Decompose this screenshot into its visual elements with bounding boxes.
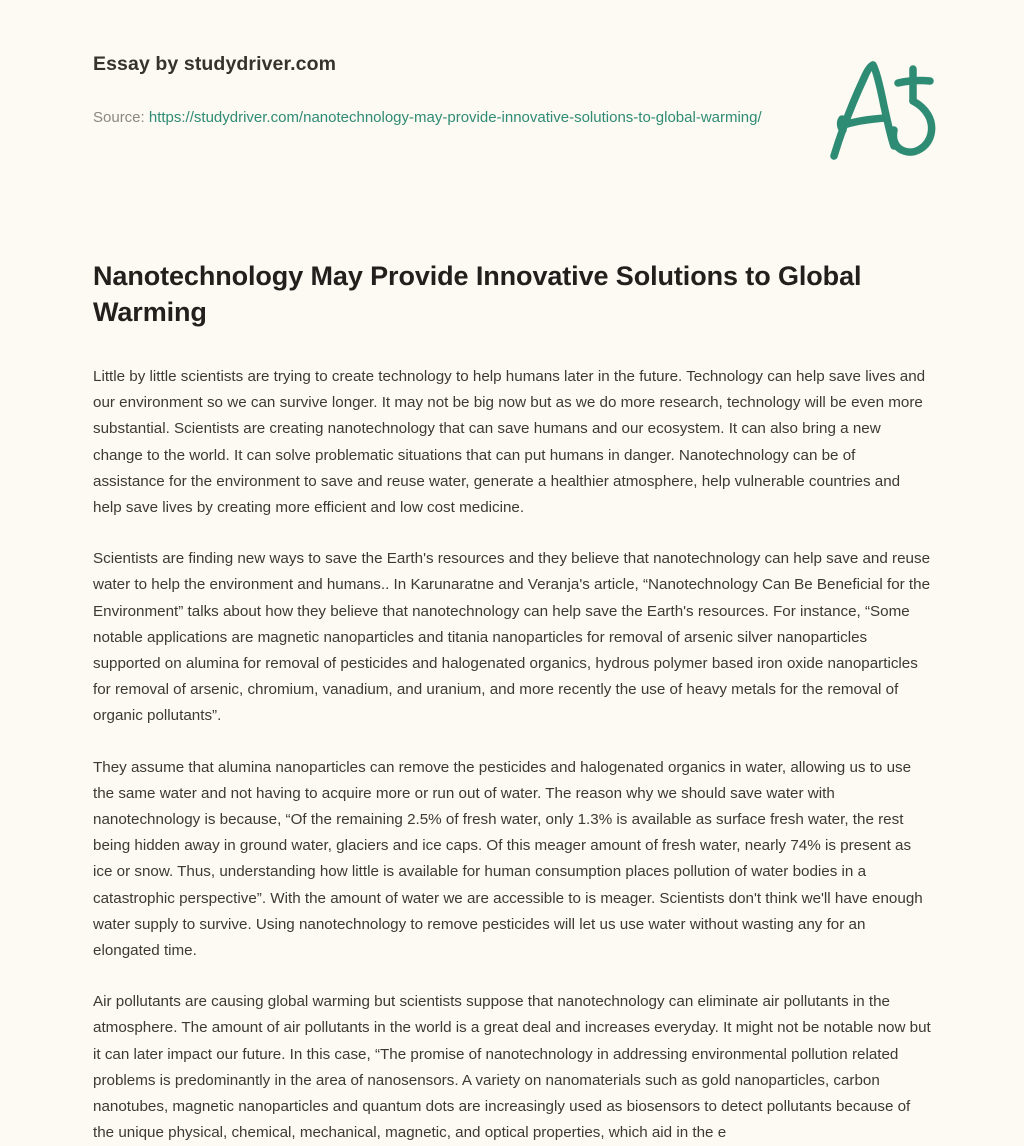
paragraph: Scientists are finding new ways to save the Earth's resources and they believe that nanotechnology can help save and reuse water to help the environment and humans.. In Karunaratne and Veranja's article, “Nanotechnology Can Be Beneficial for the Environment” talks about how they believe that nanotechnology can help save the Earth's resources. For instance, “Some notable applications are magnetic nanoparticles and titania nanoparticles for removal of arsenic silver nanoparticles supported on alumina for removal of pesticides and halogenated organics, hydrous polymer based iron oxide nanoparticles for removal of arsenic, chromium, vanadium, and uranium, and more recently the use of heavy metals for the removal of organic pollutants”. xyxy=(93,550,931,725)
a-plus-logo xyxy=(818,52,946,164)
paragraph: They assume that alumina nanoparticles can remove the pesticides and halogenated organics in water, allowing us to use the same water and not having to acquire more or run out of water. The reason why we should save water with nanotechnology is because, “Of the remaining 2.5% of fresh water, only 1.3% is available as surface fresh water, the rest being hidden away in ground water, glaciers and ice caps. Of this meager amount of fresh water, nearly 74% is present as ice or snow. Thus, understanding how little is available for human consumption places pollution of water bodies in a catastrophic perspective”. With the amount of water we are accessible to is meager. Scientists don't think we'll have enough water supply to survive. Using nanotechnology to remove pesticides will let us use water without wasting any for an elongated time. xyxy=(93,758,923,960)
page-title: Nanotechnology May Provide Innovative Solutions to Global Warming xyxy=(93,261,862,327)
paragraph: Little by little scientists are trying to create technology to help humans later in the future. Technology can help save lives and our environment so we can survive longer. It may not be big now but as we do more research, technology will be even more substantial. Scientists are creating nanotechnology that can save humans and our ecosystem. It can also bring a new change to the world. It can solve problematic situations that can put humans in danger. Nanotechnology can be of assistance for the environment to save and reuse water, generate a healthier atmosphere, help vulnerable countries and help save lives by creating more efficient and low cost medicine. xyxy=(93,368,926,517)
article-body xyxy=(93,364,931,1146)
document-header xyxy=(0,0,1024,180)
article xyxy=(0,258,1024,1146)
source-label: Source: xyxy=(93,109,145,127)
brand-title: Essay by studydriver.com xyxy=(93,53,337,75)
source-line xyxy=(93,105,773,131)
source-url-link[interactable]: https://studydriver.com/nanotechnology-may-provide-innovative-solutions-to-global-warming/ xyxy=(148,109,762,127)
paragraph: Air pollutants are causing global warming but scientists suppose that nanotechnology can eliminate air pollutants in the atmosphere. The amount of air pollutants in the world is a great deal and increases everyday. It might not be notable now but it can later impact our future. In this case, “The promise of nanotechnology in addressing environmental pollution related problems is predominantly in the area of nanosensors. A variety on nanomaterials such as gold nanoparticles, carbon nanotubes, magnetic nanoparticles and quantum dots are increasingly used as biosensors to detect pollutants because of the unique physical, chemical, mechanical, magnetic, and optical properties, which aid in the e xyxy=(93,993,931,1142)
a-plus-logo-icon xyxy=(818,52,946,164)
